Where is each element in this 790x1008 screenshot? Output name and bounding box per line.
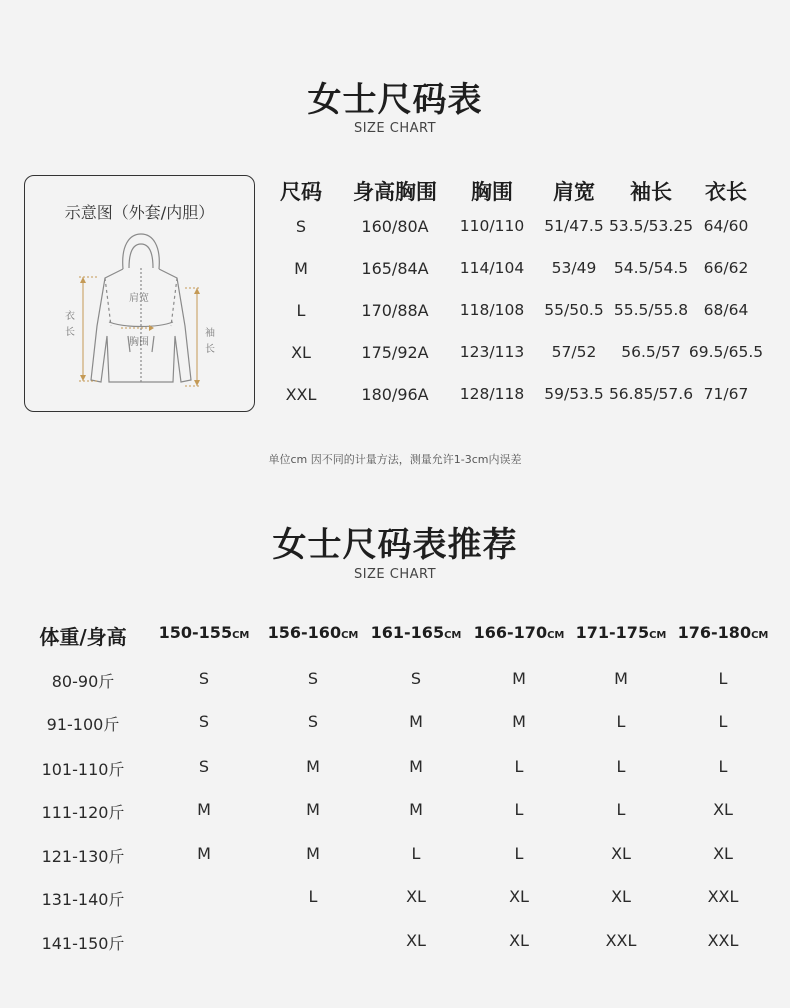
height-range-header: 166-170CM	[473, 623, 565, 642]
recommended-size: M	[614, 669, 628, 688]
shoulder-label: 肩宽	[129, 293, 149, 304]
recommend-chart-subtitle: SIZE CHART	[353, 567, 437, 582]
size-chart-subtitle: SIZE CHART	[353, 121, 437, 136]
weight-range-label: 131-140斤	[41, 890, 125, 909]
recommended-size: XL	[509, 887, 529, 906]
length-label: 衣长	[65, 311, 75, 338]
garment-diagram	[24, 175, 255, 412]
size-chart-cell: 55/50.5	[544, 301, 604, 319]
recommended-size: L	[616, 757, 626, 776]
recommended-size: XL	[713, 800, 733, 819]
recommended-size: L	[308, 887, 318, 906]
size-chart-header: 衣长	[705, 180, 747, 204]
height-range-header: 156-160CM	[267, 623, 359, 642]
size-chart-cell: 128/118	[459, 385, 525, 403]
weight-range-label: 80-90斤	[51, 672, 115, 691]
weight-range-label: 101-110斤	[41, 760, 125, 779]
size-label: M	[294, 259, 308, 278]
size-chart-cell: 180/96A	[361, 385, 429, 404]
size-chart-cell: 54.5/54.5	[613, 259, 689, 277]
size-chart-cell: 110/110	[459, 217, 525, 235]
recommended-size: L	[616, 800, 626, 819]
recommended-size: M	[409, 800, 423, 819]
height-range-header: 176-180CM	[677, 623, 769, 642]
size-chart-cell: 59/53.5	[544, 385, 604, 403]
size-chart-cell: 56.85/57.6	[608, 385, 694, 403]
size-label: XXL	[285, 385, 317, 404]
recommended-size: XL	[611, 887, 631, 906]
height-range-header: 150-155CM	[158, 623, 250, 642]
size-chart-cell: 175/92A	[361, 343, 429, 362]
recommended-size: M	[197, 800, 211, 819]
recommended-size: S	[307, 669, 319, 688]
size-chart-cell: 114/104	[459, 259, 525, 277]
size-chart-cell: 56.5/57	[621, 343, 681, 361]
height-range-header: 171-175CM	[575, 623, 667, 642]
recommended-size: L	[718, 712, 728, 731]
size-chart-cell: 51/47.5	[544, 217, 604, 235]
size-label: S	[295, 217, 307, 236]
size-chart-cell: 118/108	[459, 301, 525, 319]
recommended-size: XL	[611, 844, 631, 863]
size-label: XL	[291, 343, 311, 362]
size-chart-cell: 165/84A	[361, 259, 429, 278]
diagram-label: 示意图（外套/内胆）	[64, 203, 215, 222]
recommended-size: L	[514, 844, 524, 863]
size-chart-cell: 53/49	[551, 259, 597, 277]
size-chart-header: 袖长	[630, 180, 672, 204]
size-chart-cell: 53.5/53.25	[608, 217, 694, 235]
recommended-size: S	[307, 712, 319, 731]
recommended-size: M	[306, 757, 320, 776]
recommended-size: L	[718, 757, 728, 776]
recommended-size: M	[306, 800, 320, 819]
size-chart-header: 尺码	[280, 180, 322, 204]
weight-range-label: 111-120斤	[41, 803, 125, 822]
size-chart-cell: 170/88A	[361, 301, 429, 320]
weight-range-label: 121-130斤	[41, 847, 125, 866]
size-chart-cell: 123/113	[459, 343, 525, 361]
recommended-size: M	[512, 712, 526, 731]
size-chart-cell: 69.5/65.5	[688, 343, 764, 361]
size-chart-cell: 64/60	[703, 217, 749, 235]
recommended-size: L	[514, 757, 524, 776]
weight-height-header: 体重/身高	[39, 625, 127, 649]
recommended-size: XL	[406, 887, 426, 906]
size-chart-cell: 160/80A	[361, 217, 429, 236]
size-chart-cell: 57/52	[551, 343, 597, 361]
recommended-size: S	[410, 669, 422, 688]
weight-range-label: 141-150斤	[41, 934, 125, 953]
size-label: L	[296, 301, 306, 320]
recommended-size: XXL	[707, 931, 739, 950]
size-chart-header: 身高胸围	[353, 180, 437, 204]
recommended-size: L	[616, 712, 626, 731]
size-chart-cell: 55.5/55.8	[613, 301, 689, 319]
recommended-size: XL	[406, 931, 426, 950]
recommended-size: XXL	[605, 931, 637, 950]
recommended-size: M	[512, 669, 526, 688]
recommended-size: M	[409, 757, 423, 776]
weight-range-label: 91-100斤	[46, 715, 120, 734]
recommended-size: M	[197, 844, 211, 863]
recommended-size: XXL	[707, 887, 739, 906]
recommend-chart-title: 女士尺码表推荐	[272, 525, 518, 565]
size-chart-cell: 68/64	[703, 301, 749, 319]
recommended-size: L	[718, 669, 728, 688]
sleeve-label: 袖长	[205, 328, 215, 355]
recommended-size: S	[198, 669, 210, 688]
recommended-size: S	[198, 757, 210, 776]
recommended-size: M	[306, 844, 320, 863]
measurement-note: 单位cm 因不同的计量方法，测量允许1-3cm内误差	[268, 453, 522, 466]
chest-label: 胸围	[129, 337, 149, 348]
size-chart-cell: 66/62	[703, 259, 749, 277]
recommended-size: XL	[509, 931, 529, 950]
recommended-size: XL	[713, 844, 733, 863]
recommended-size: L	[411, 844, 421, 863]
recommended-size: L	[514, 800, 524, 819]
size-chart-title: 女士尺码表	[307, 80, 483, 120]
size-chart-header: 肩宽	[553, 180, 595, 204]
size-chart-cell: 71/67	[703, 385, 749, 403]
recommended-size: M	[409, 712, 423, 731]
height-range-header: 161-165CM	[370, 623, 462, 642]
recommended-size: S	[198, 712, 210, 731]
size-chart-header: 胸围	[471, 180, 513, 204]
